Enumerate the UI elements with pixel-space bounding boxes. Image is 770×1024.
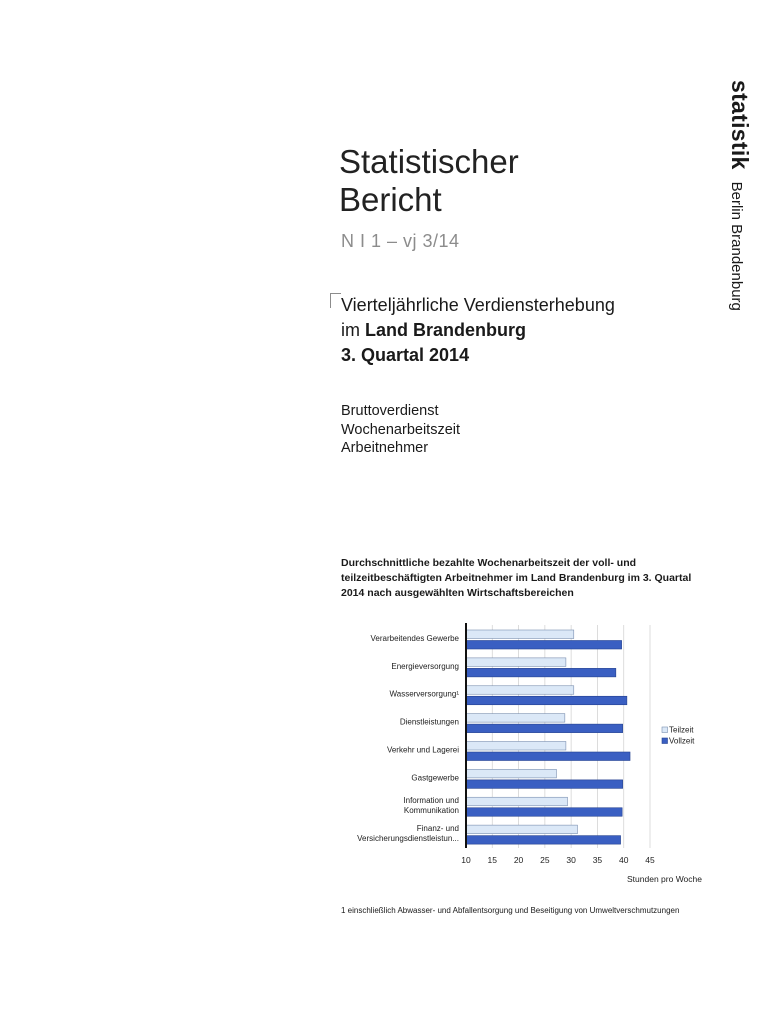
x-axis-label: Stunden pro Woche: [627, 874, 702, 884]
bar-vollzeit: [466, 696, 627, 705]
report-heading: [341, 293, 615, 368]
bar-vollzeit: [466, 752, 630, 761]
chart-title: Durchschnittliche bezahlte Wochenarbeitszeit der voll- und teilzeitbeschäftigten Arbeitnehmer im Land Brandenburg im 3. Quartal 2014 nach ausgewählten Wirtschaftsbereichen: [341, 557, 692, 599]
bar-teilzeit: [466, 686, 574, 695]
category-label: Kommunikation: [403, 806, 459, 816]
tick-label: 45: [645, 855, 655, 865]
category-label: Energieversorgung: [391, 661, 459, 671]
bar-vollzeit: [466, 641, 622, 650]
bar-chart: [330, 615, 730, 890]
report-title-line2: Bericht: [339, 181, 442, 218]
legend-swatch-teilzeit: [662, 727, 668, 733]
bar-vollzeit: [466, 836, 621, 845]
heading-line2-prefix: im: [341, 320, 365, 340]
topic-item: Bruttoverdienst: [341, 403, 439, 419]
brand-vertical: [724, 80, 752, 311]
report-title: [339, 143, 519, 219]
category-label: Dienstleistungen: [399, 717, 459, 727]
legend-swatch-vollzeit: [662, 738, 668, 744]
bar-teilzeit: [466, 630, 574, 639]
bar-teilzeit: [466, 742, 566, 751]
topic-item: Arbeitnehmer: [341, 440, 429, 456]
tick-label: 25: [540, 855, 550, 865]
tick-label: 15: [487, 855, 498, 865]
heading-line3-rest: . Quartal 2014: [351, 345, 470, 365]
tick-label: 20: [513, 855, 524, 865]
brand-name: statistik: [727, 80, 753, 170]
bar-vollzeit: [466, 808, 622, 817]
heading-line3-num: 3: [341, 345, 352, 365]
tick-label: 40: [618, 855, 629, 865]
category-label: Information und: [403, 796, 459, 806]
category-label: Wasserversorgung¹: [389, 689, 459, 699]
bar-teilzeit: [466, 658, 566, 667]
category-label: Gastgewerbe: [411, 773, 459, 783]
heading-line2: [341, 318, 615, 343]
topic-item: Wochenarbeitszeit: [341, 421, 461, 438]
heading-line3: [341, 343, 615, 368]
bar-vollzeit: [466, 668, 616, 677]
bar-teilzeit: [466, 825, 577, 834]
bar-teilzeit: [466, 714, 565, 723]
tick-label: 10: [461, 855, 471, 865]
tick-label: 30: [566, 855, 576, 865]
category-label: Versicherungsdienstleistun...: [357, 834, 459, 844]
bar-vollzeit: [466, 780, 623, 789]
topic-list: [341, 402, 460, 458]
legend-label: Vollzeit: [669, 736, 695, 746]
tick-label: 35: [592, 855, 603, 865]
footnote: 1 einschließlich Abwasser- und Abfallentsorgung und Beseitigung von Umweltverschmutzungen: [341, 906, 680, 915]
brand-region: Berlin Brandenburg: [728, 181, 745, 311]
heading-line1: Vierteljährliche Verdiensterhebung: [341, 295, 615, 315]
category-label: Verarbeitendes Gewerbe: [370, 633, 459, 643]
legend-label: Teilzeit: [669, 725, 694, 735]
report-title-line1: Statistischer: [339, 143, 519, 180]
bar-teilzeit: [466, 797, 567, 806]
bar-vollzeit: [466, 724, 623, 733]
corner-bracket-icon: [330, 293, 341, 308]
heading-line2-bold: Land Brandenburg: [365, 320, 526, 340]
report-code: N I 1 – vj 3/14: [341, 231, 460, 251]
category-label: Verkehr und Lagerei: [386, 745, 459, 755]
bar-teilzeit: [466, 769, 556, 778]
category-label: Finanz- und: [416, 824, 459, 834]
